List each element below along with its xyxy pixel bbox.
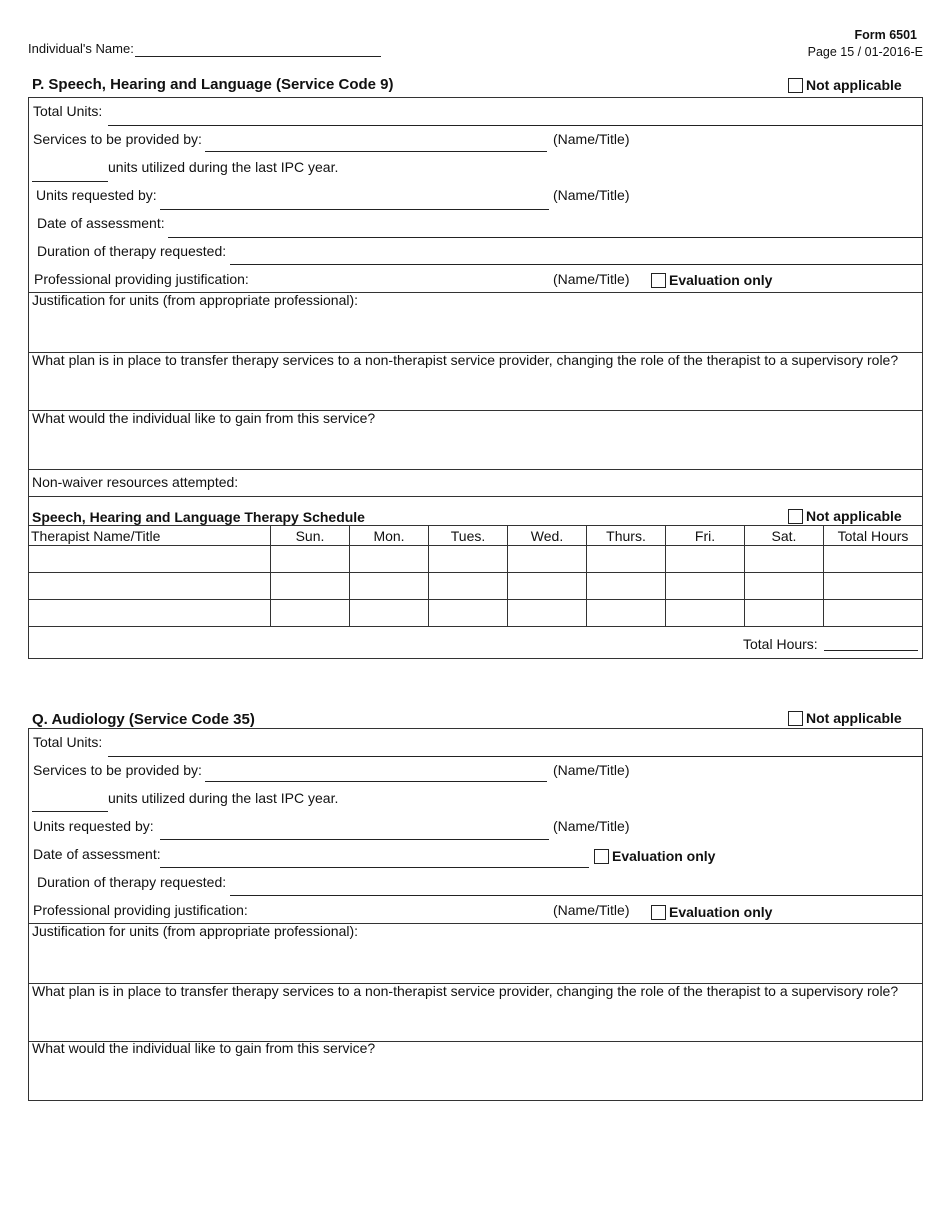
table-cell[interactable] [745, 546, 824, 573]
p-professional-name-title: (Name/Title) [553, 271, 630, 287]
table-cell[interactable] [271, 573, 350, 600]
p-total-units-label: Total Units: [33, 103, 103, 119]
q-services-by-label: Services to be provided by: [33, 762, 202, 778]
p-divider-5 [28, 496, 923, 497]
p-plan-label: What plan is in place to transfer therapy services to a non-therapist service provider, changing the role of the therapist to a supervisory role? [32, 352, 899, 368]
q-requested-name-title: (Name/Title) [553, 818, 630, 834]
q-units-requested-field[interactable] [160, 839, 549, 840]
section-p-not-applicable[interactable] [788, 77, 902, 93]
table-cell[interactable] [666, 600, 745, 627]
q-total-units-label: Total Units: [33, 734, 103, 750]
q-units-utilized-label: units utilized during the last IPC year. [108, 790, 339, 806]
col-sun: Sun. [271, 526, 350, 546]
p-date-assessment-field[interactable] [168, 237, 922, 238]
table-cell[interactable] [429, 573, 508, 600]
table-cell[interactable] [745, 573, 824, 600]
schedule-title: Speech, Hearing and Language Therapy Schedule [32, 509, 365, 525]
col-fri: Fri. [666, 526, 745, 546]
table-cell[interactable] [271, 546, 350, 573]
q-services-name-title: (Name/Title) [553, 762, 630, 778]
section-q-not-applicable-label: Not applicable [806, 710, 902, 726]
q-date-assessment-field[interactable] [160, 867, 589, 868]
table-cell[interactable] [29, 573, 271, 600]
table-row [29, 600, 923, 627]
p-evaluation-only[interactable] [651, 272, 772, 288]
page-info: Page 15 / 01-2016-E [807, 45, 923, 59]
table-cell[interactable] [587, 546, 666, 573]
q-professional-name-title: (Name/Title) [553, 902, 630, 918]
section-p-not-applicable-label: Not applicable [806, 77, 902, 93]
p-units-utilized-field[interactable] [32, 181, 108, 182]
table-cell[interactable] [666, 546, 745, 573]
section-q-not-applicable-checkbox[interactable] [788, 711, 803, 726]
q-units-requested-label: Units requested by: [33, 818, 154, 834]
p-evaluation-only-checkbox[interactable] [651, 273, 666, 288]
q-plan-label: What plan is in place to transfer therapy services to a non-therapist service provider, changing the role of the therapist to a supervisory role? [32, 983, 899, 999]
table-row [29, 573, 923, 600]
q-duration-field[interactable] [230, 895, 922, 896]
col-therapist: Therapist Name/Title [29, 526, 271, 546]
table-cell[interactable] [350, 573, 429, 600]
q-gain-label: What would the individual like to gain from this service? [32, 1040, 376, 1056]
section-q-not-applicable[interactable] [788, 710, 902, 726]
p-non-waiver-label: Non-waiver resources attempted: [32, 474, 239, 490]
col-total-hours: Total Hours [824, 526, 923, 546]
schedule-not-applicable[interactable] [788, 508, 902, 524]
individual-name-field[interactable] [135, 56, 381, 57]
schedule-not-applicable-checkbox[interactable] [788, 509, 803, 524]
q-evaluation-only-2-label: Evaluation only [669, 904, 773, 920]
table-cell[interactable] [587, 573, 666, 600]
table-cell[interactable] [508, 600, 587, 627]
q-evaluation-only-1-label: Evaluation only [612, 848, 716, 864]
total-hours-label: Total Hours: [743, 636, 818, 652]
q-date-assessment-label: Date of assessment: [33, 846, 161, 862]
q-evaluation-only-1[interactable] [594, 848, 715, 864]
total-hours-field[interactable] [824, 650, 918, 651]
schedule-not-applicable-label: Not applicable [806, 508, 902, 524]
p-professional-label: Professional providing justification: [34, 271, 249, 287]
section-p-not-applicable-checkbox[interactable] [788, 78, 803, 93]
schedule-header-row [29, 526, 923, 546]
p-duration-label: Duration of therapy requested: [37, 243, 227, 259]
p-duration-field[interactable] [230, 264, 922, 265]
q-evaluation-only-1-checkbox[interactable] [594, 849, 609, 864]
p-units-requested-label: Units requested by: [36, 187, 157, 203]
table-cell[interactable] [666, 573, 745, 600]
table-cell[interactable] [824, 546, 923, 573]
form-number: Form 6501 [854, 28, 917, 42]
p-divider-4 [28, 469, 923, 470]
p-evaluation-only-label: Evaluation only [669, 272, 773, 288]
p-units-utilized-label: units utilized during the last IPC year. [108, 159, 339, 175]
q-duration-label: Duration of therapy requested: [37, 874, 227, 890]
table-row [29, 546, 923, 573]
table-cell[interactable] [429, 546, 508, 573]
p-services-name-title: (Name/Title) [553, 131, 630, 147]
p-services-by-label: Services to be provided by: [33, 131, 202, 147]
col-thurs: Thurs. [587, 526, 666, 546]
col-tues: Tues. [429, 526, 508, 546]
p-units-requested-field[interactable] [160, 209, 549, 210]
table-cell[interactable] [429, 600, 508, 627]
p-requested-name-title: (Name/Title) [553, 187, 630, 203]
p-date-assessment-label: Date of assessment: [37, 215, 165, 231]
section-q-title: Q. Audiology (Service Code 35) [32, 711, 255, 728]
q-services-by-field[interactable] [205, 781, 547, 782]
col-mon: Mon. [350, 526, 429, 546]
table-cell[interactable] [587, 600, 666, 627]
p-services-by-field[interactable] [205, 151, 547, 152]
table-cell[interactable] [350, 546, 429, 573]
q-justification-label: Justification for units (from appropriate professional): [32, 923, 359, 939]
table-cell[interactable] [29, 546, 271, 573]
q-professional-label: Professional providing justification: [33, 902, 248, 918]
therapy-schedule-table [28, 525, 923, 627]
table-cell[interactable] [271, 600, 350, 627]
table-cell[interactable] [824, 600, 923, 627]
q-evaluation-only-2[interactable] [651, 904, 772, 920]
q-units-utilized-field[interactable] [32, 811, 108, 812]
q-total-units-field[interactable] [108, 756, 922, 757]
table-cell[interactable] [745, 600, 824, 627]
section-p-title: P. Speech, Hearing and Language (Service Code 9) [32, 76, 394, 93]
table-cell[interactable] [29, 600, 271, 627]
table-cell[interactable] [508, 546, 587, 573]
individual-name-label: Individual's Name: [28, 41, 134, 56]
col-wed: Wed. [508, 526, 587, 546]
table-cell[interactable] [824, 573, 923, 600]
p-total-units-field[interactable] [108, 125, 922, 126]
p-gain-label: What would the individual like to gain from this service? [32, 410, 376, 426]
col-sat: Sat. [745, 526, 824, 546]
p-justification-label: Justification for units (from appropriate professional): [32, 292, 359, 308]
q-evaluation-only-2-checkbox[interactable] [651, 905, 666, 920]
table-cell[interactable] [350, 600, 429, 627]
table-cell[interactable] [508, 573, 587, 600]
